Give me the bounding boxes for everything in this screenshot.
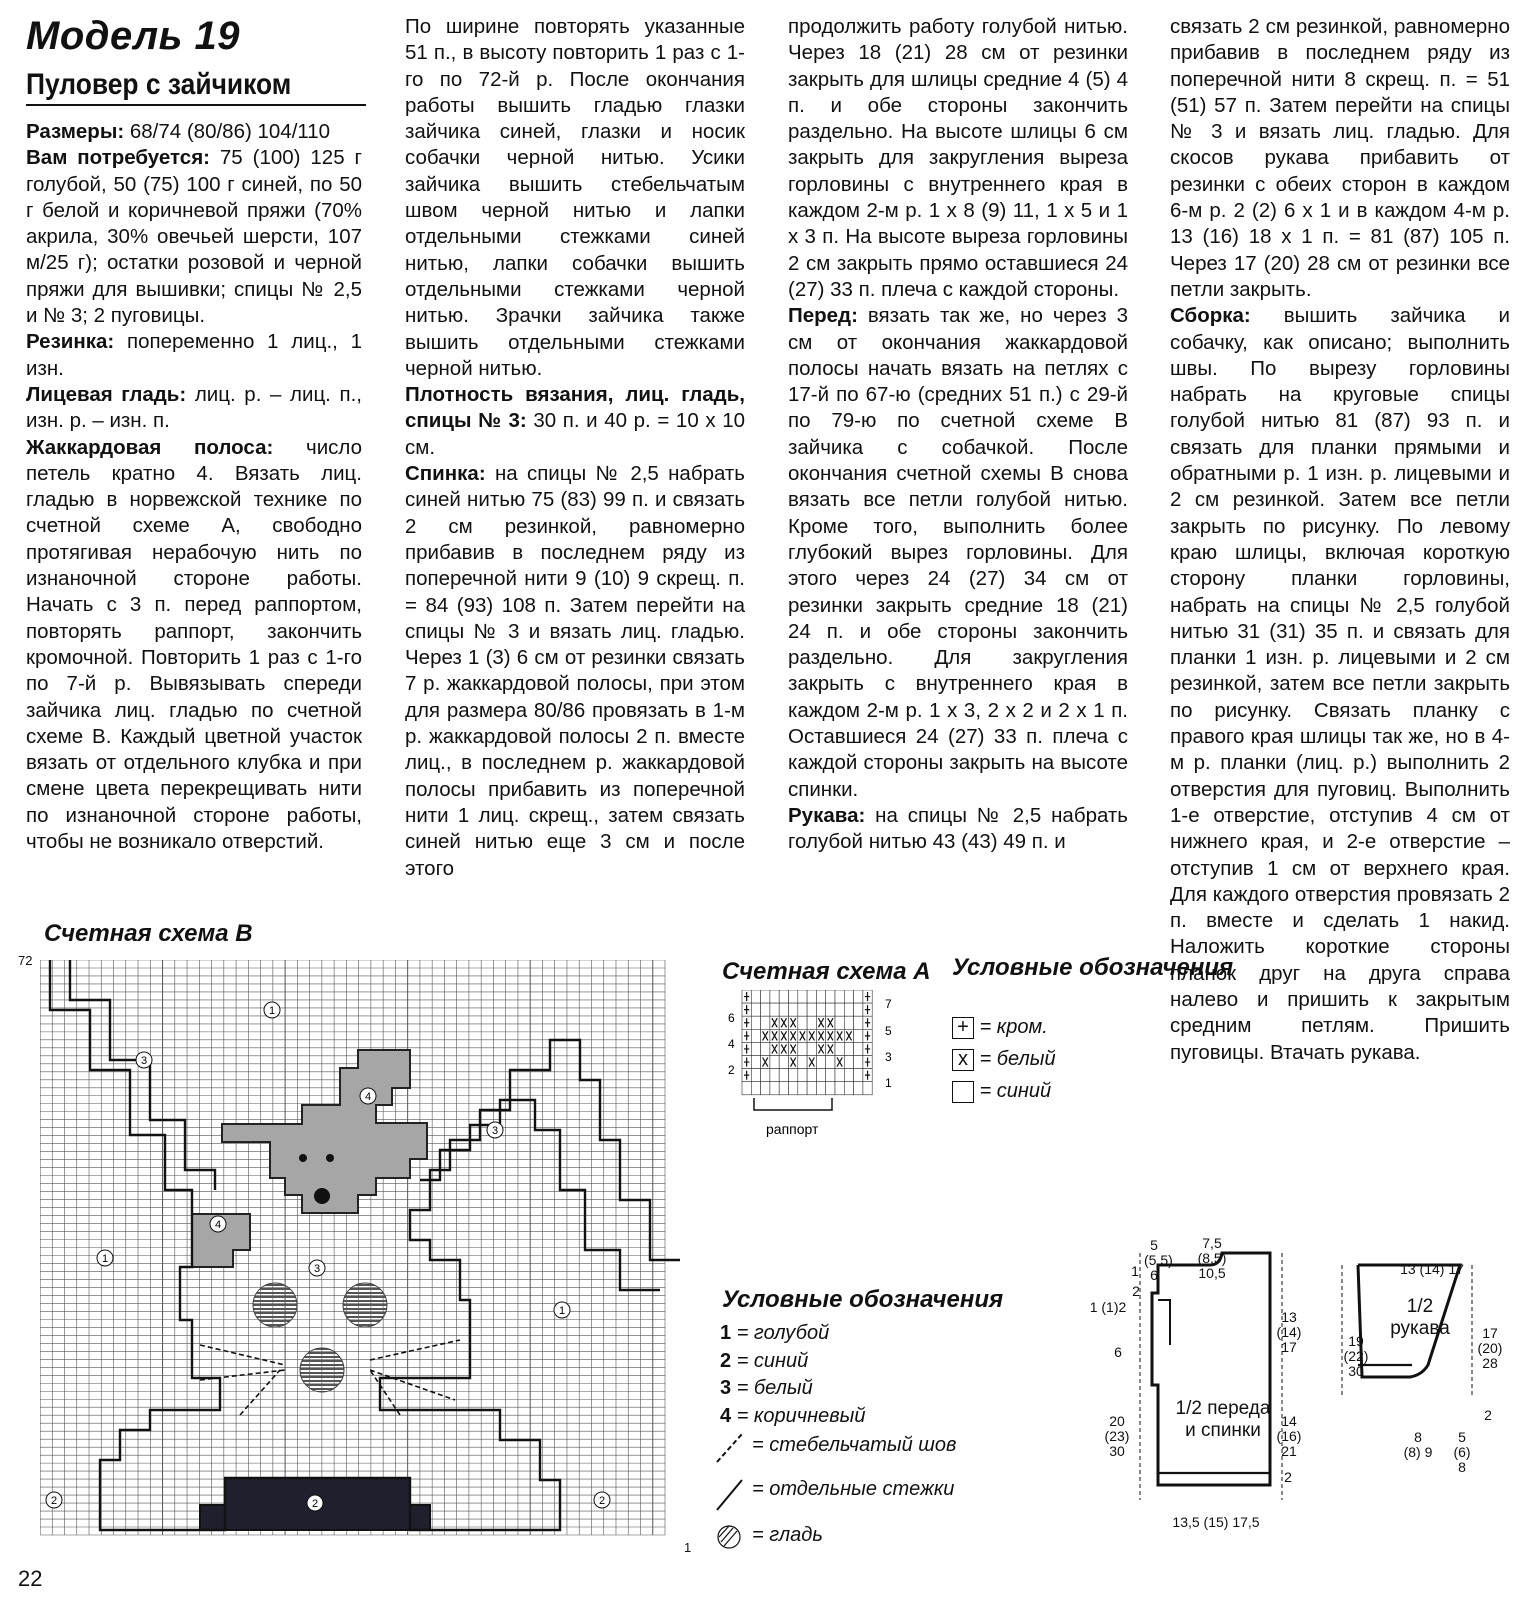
chart-a-cell — [789, 1069, 798, 1082]
chart-a-cell — [844, 1056, 853, 1069]
chart-a-cell — [863, 1082, 872, 1095]
dim-sleeve-5: 5 (6) 8 — [1453, 1429, 1471, 1475]
dim-sleeve-8: 8 (8) 9 — [1403, 1429, 1433, 1460]
text-column-4 — [1170, 14, 1510, 1066]
body-outline — [1152, 1253, 1270, 1485]
chart-a-cell — [844, 1016, 853, 1029]
chart-a-cell — [854, 990, 863, 1003]
chart-a-row-2: 2 — [728, 1063, 735, 1077]
jacquard-paragraph: Жаккардовая полоса: число петель кратно 4. Вязать лиц. гладью в норвежской технике по счетной схеме A, свободно протягивая нерабочую нить по изнаночной стороне работы. Начать с 3 п. перед раппортом, повторять раппорт, закончить кромочной. Повторить 1 раз с 1-го по 7-й р. Вывязывать спереди зайчика лиц. гладью по счетной схеме B. Каждый цветной участок вязать от отдельного клубка и при смене цвета перекрещивать нити по изнаночной стороне работы, чтобы не возникало отверстий. — [26, 435, 362, 854]
dim-six: 6 — [1114, 1344, 1122, 1360]
chart-a-cell — [826, 1056, 835, 1069]
chart-a-cell — [854, 1003, 863, 1016]
chart-a-cell — [807, 1003, 816, 1016]
front-paragraph: Перед: вязать так же, но через 3 см от окончания жаккардовой полосы начать вязать на петлях с 17-й по 67-ю (средних 51 п.) с 29-й по 79-ю по счетной схеме B зайчика с собачкой. После окончания счетной схемы B снова вязать все петли голубой нитью. Кроме того, выполнить более глубокий вырез горловины. Для этого через 24 (27) 34 см от резинки закрыть средние 18 (21) 24 п. и обе стороны закончить раздельно. Для закругления закрыть с внутреннего края в каждом 2-м р. 1 x 3, 2 x 2 и 2 x 1 п. Оставшиеся 24 (27) 33 п. плеча с каждой стороны закрыть на высоте спинки. — [788, 304, 1128, 801]
chart-a-cell — [798, 1042, 807, 1055]
chart-a-cell — [779, 1003, 788, 1016]
repeat-label: раппорт — [766, 1121, 819, 1137]
dim-bottom-width: 13,5 (15) 17,5 — [1172, 1514, 1260, 1530]
chart-a-cell — [835, 1003, 844, 1016]
bunny-nose — [300, 1348, 344, 1392]
legend-b-title: Условные обозначения — [722, 1286, 1004, 1313]
chart-a-cell — [761, 1016, 770, 1029]
chart-a-cell — [835, 990, 844, 1003]
chart-a-cell — [789, 1003, 798, 1016]
dim-two-top: 2 — [1132, 1283, 1140, 1299]
dim-right-13: 13 (14) 17 — [1276, 1309, 1302, 1355]
chart-b-row-top: 72 — [18, 953, 33, 968]
area-label: 4 — [214, 1219, 222, 1231]
dim-sleeve-19: 19 (22) 30 — [1343, 1333, 1369, 1379]
legend-a-title: Условные обозначения — [952, 954, 1234, 981]
dim-sleeve-two: 2 — [1484, 1407, 1492, 1423]
legend-color-4: 4 = коричневый — [720, 1405, 866, 1427]
bunny-ear-right — [420, 1100, 660, 1290]
chart-a-cell — [751, 1016, 760, 1029]
chart-a-cell — [751, 1056, 760, 1069]
area-label: 1 — [558, 1305, 566, 1317]
chart-a-row-3: 3 — [885, 1050, 892, 1064]
chart-a-cell — [807, 1016, 816, 1029]
text-column-2 — [405, 14, 745, 882]
continue-paragraph: продолжить работу голубой нитью. Через 18 (21) 28 см от резинки закрыть для шлицы средние 4 (5) 4 п. и обе стороны закончить раздельно. На высоте шлицы 6 см закрыть для закругления выреза горловины с внутреннего края в каждом 2-м р. 1 x 8 (9) 11, 1 x 5 и 1 x 3 п. На высоте выреза горловины 2 см закрыть прямо оставшиеся 24 (27) 33 п. плеча с каждой стороны. — [788, 15, 1128, 301]
chart-a-cell — [751, 1082, 760, 1095]
chart-a-cell — [770, 1082, 779, 1095]
chart-a-cell — [807, 1042, 816, 1055]
chart-a-cell — [807, 1082, 816, 1095]
chart-a-cell — [835, 1042, 844, 1055]
chart-a-cell — [770, 1069, 779, 1082]
sleeve-continue-paragraph: связать 2 см резинкой, равномерно прибавив в последнем ряду из поперечной нити 8 скрещ. п. = 51 (51) 57 п. Затем перейти на спицы № 3 и вязать лиц. гладью. Для скосов рукава прибавить от резинки с обеих сторон в каждом 6-м р. 2 (2) 6 x 1 и в каждом 4-м р. 13 (16) 18 x 1 п. = 81 (87) 105 п. Через 17 (20) 28 см от резинки все петли закрыть. — [1170, 15, 1510, 301]
dim-one-12: 1 (1)2 — [1089, 1299, 1127, 1315]
chart-a-cell — [854, 1056, 863, 1069]
chart-a-cell — [751, 1003, 760, 1016]
chart-a-cell — [854, 1029, 863, 1042]
body-piece-label: 1/2 переда и спинки — [1175, 1398, 1271, 1441]
article-subtitle: Пуловер с зайчиком — [26, 68, 292, 101]
area-label: 3 — [491, 1125, 499, 1137]
sleeves-paragraph: Рукава: на спицы № 2,5 набрать голубой нитью 43 (43) 49 п. и — [788, 803, 1128, 854]
chart-a-row-4: 4 — [728, 1037, 735, 1051]
chart-a-cell — [751, 1029, 760, 1042]
chart-a-cell — [854, 1069, 863, 1082]
area-label: 2 — [50, 1495, 58, 1507]
dog-eye-right — [326, 1154, 334, 1162]
area-label: 3 — [140, 1055, 148, 1067]
chart-a-cell — [816, 1003, 825, 1016]
chart-a-cell — [779, 1082, 788, 1095]
chart-a-cell — [789, 1082, 798, 1095]
chart-a-cell — [798, 1003, 807, 1016]
chart-a-cell — [798, 1069, 807, 1082]
chart-a-cell — [844, 1003, 853, 1016]
text-column-3 — [788, 14, 1128, 856]
chart-a-cell — [798, 990, 807, 1003]
chart-a-cell — [751, 990, 760, 1003]
chart-a-cell — [779, 1069, 788, 1082]
chart-a-cell — [854, 1042, 863, 1055]
dim-two-bottom: 2 — [1284, 1469, 1292, 1485]
chart-a-cell — [844, 1082, 853, 1095]
area-label: 1 — [268, 1005, 276, 1017]
chart-a-cell — [816, 1069, 825, 1082]
dim-right-14: 14 (16) 21 — [1276, 1413, 1302, 1459]
chart-a-cell — [826, 990, 835, 1003]
legend-blue-item: = синий — [952, 1080, 1051, 1103]
area-label: 2 — [598, 1495, 606, 1507]
area-label: 3 — [313, 1263, 321, 1275]
chart-a-row-6: 6 — [728, 1011, 735, 1025]
chart-a-cell — [798, 1082, 807, 1095]
chart-a-cell — [807, 1069, 816, 1082]
legend-stem: = стебельчатый шов — [752, 1434, 957, 1456]
rib-paragraph: Резинка: попеременно 1 лиц., 1 изн. — [26, 330, 363, 380]
chart-a-cell — [761, 1003, 770, 1016]
chart-b-row-bottom: 1 — [684, 1540, 692, 1555]
chart-a-cell — [798, 1016, 807, 1029]
chart-a-cell — [835, 1082, 844, 1095]
materials-paragraph: Вам потребуется: 75 (100) 125 г голубой, 50 (75) 100 г синей, по 50 г белой и коричневой пряжи (70% акрила, 30% овечьей шерсти, 107 м/25 г); остатки розовой и черной пряжи для вышивки; спицы № 2,5 и № 3; 2 пуговицы. — [26, 146, 362, 328]
chart-b-grid — [40, 960, 680, 1540]
chart-a-cell — [770, 1056, 779, 1069]
sleeve-piece-label: 1/2 рукава — [1390, 1296, 1450, 1339]
chart-a-cell — [779, 1056, 788, 1069]
dim-top-5: 5 (5,5) 6 — [1144, 1237, 1173, 1283]
chart-a-cell — [826, 1003, 835, 1016]
legend-color-3: 3 = белый — [720, 1377, 813, 1399]
chart-a-cell — [770, 990, 779, 1003]
area-label: 1 — [101, 1253, 109, 1265]
chart-a-cell — [798, 1056, 807, 1069]
chart-a-cell — [835, 1016, 844, 1029]
chart-a-cell — [844, 990, 853, 1003]
dim-top-75: 7,5 (8,5) 10,5 — [1197, 1235, 1227, 1281]
chart-a-cell — [854, 1016, 863, 1029]
back-paragraph: Спинка: на спицы № 2,5 набрать синей нитью 75 (83) 99 п. и связать 2 см резинкой, равномерно прибавив в последнем ряду из поперечной нити 9 (10) 9 скрещ. п. = 84 (93) 108 п. Затем перейти на спицы № 3 и вязать лиц. гладью. Через 1 (3) 6 см от резинки связать 7 р. жаккардовой полосы, при этом для размера 80/86 провязать в 1-м р. жаккардовой полосы 2 п. вместе лиц., в последнем р. жаккардовой полосы прибавить из поперечной нити 1 лиц. скрещ., затем связать синей нитью еще 3 см и после этого — [405, 462, 745, 880]
chart-a-cell — [835, 1069, 844, 1082]
chart-a-row-1: 1 — [885, 1076, 892, 1090]
area-label: 4 — [364, 1091, 372, 1103]
legend-edge-item: + = кром. — [952, 1016, 1048, 1039]
chart-a-cell — [807, 990, 816, 1003]
dim-one: 1 — [1131, 1263, 1139, 1279]
stem-stitch-icon — [717, 1434, 742, 1462]
page-number: 22 — [18, 1566, 43, 1591]
chart-a-cell — [844, 1042, 853, 1055]
bunny-eye-right — [343, 1283, 387, 1327]
chart-a-cell — [826, 1069, 835, 1082]
chart-a-cell — [761, 1069, 770, 1082]
chart-a-cell — [742, 1082, 751, 1095]
bunny-eye-left — [253, 1283, 297, 1327]
legend-color-1: 1 = голубой — [720, 1322, 830, 1344]
chart-a-cell — [761, 990, 770, 1003]
chart-a-cell — [826, 1082, 835, 1095]
chart-a-cell — [770, 1003, 779, 1016]
chart-a-title: Счетная схема A — [722, 958, 931, 985]
legend-satin: = гладь — [752, 1524, 823, 1546]
legend-single: = отдельные стежки — [752, 1478, 955, 1500]
stockinette-paragraph: Лицевая гладь: лиц. р. – лиц. п., изн. р. – изн. п. — [26, 382, 362, 433]
chart-a-cell — [816, 1082, 825, 1095]
chart-a-grid — [728, 990, 898, 1140]
intro-paragraph: По ширине повторять указанные 51 п., в высоту повторить 1 раз с 1-го по 72-й р. После окончания работы вышить гладью глазки зайчика синей, глазки и носик собачки черной нитью. Усики зайчика вышить стебельчатым швом черной нитью и лапки отдельными стежками синей нитью, лапки собачки вышить отдельными стежками черной нитью. Зрачки зайчика также вышить отдельными стежками черной нитью. — [405, 15, 745, 380]
dim-left-20: 20 (23) 30 — [1104, 1413, 1130, 1459]
satin-stitch-icon — [718, 1526, 740, 1548]
chart-a-cell — [761, 1082, 770, 1095]
sizes-paragraph: Размеры: 68/74 (80/86) 104/110 — [26, 120, 331, 143]
legend-white-item: x = белый — [952, 1048, 1056, 1071]
bunny-ear-left — [70, 960, 215, 1190]
legend-color-2: 2 = синий — [720, 1350, 809, 1372]
area-label: 2 — [311, 1498, 319, 1510]
chart-b-title: Счетная схема B — [44, 920, 253, 947]
density-paragraph: Плотность вязания, лиц. гладь, спицы № 3: 30 п. и 40 р. = 10 x 10 см. — [405, 383, 746, 459]
dim-sleeve-17: 17 (20) 28 — [1477, 1325, 1503, 1371]
chart-a-cell — [751, 1069, 760, 1082]
dim-sleeve-top: 13 (14) 17 — [1400, 1261, 1464, 1277]
chart-a-cell — [751, 1042, 760, 1055]
chart-a-cell — [816, 990, 825, 1003]
chart-a-cell — [789, 990, 798, 1003]
chart-a-cell — [816, 1056, 825, 1069]
single-stitch-icon — [717, 1480, 742, 1510]
chart-a-cell — [844, 1069, 853, 1082]
dog-eye-left — [299, 1154, 307, 1162]
chart-a-cell — [779, 990, 788, 1003]
chart-a-cell — [854, 1082, 863, 1095]
chart-a-row-5: 5 — [885, 1024, 892, 1038]
repeat-bracket — [754, 1098, 832, 1110]
chart-a-row-7: 7 — [885, 997, 892, 1011]
assembly-paragraph: Сборка: вышить зайчика и собачку, как описано; выполнить швы. По вырезу горловины набрать на круговые спицы голубой нитью 81 (87) 93 п. и связать для планки прямыми и обратными р. 1 изн. р. лицевыми и 2 см резинкой. Затем все петли закрыть по рисунку. По левому краю шлицы, включая короткую сторону планки горловины, набрать на спицы № 2,5 голубой нитью 31 (31) 35 п. и связать для планки 1 изн. р. лицевыми и 2 см резинкой, затем все петли закрыть по рисунку. Связать планку с правого края шлицы так же, но в 4-м р. планки (лиц. р.) выполнить 2 отверстия для пуговиц. Выполнить 1-е отверстие, отступив 4 см от нижнего края, и 2-е отверстие – отступив 1 см от верхнего края. Для каждого отверстия провязать 2 п. вместе и сделать 1 накид. Наложить короткие стороны планок друг на друга справа налево и пришить к закрытым средним петлям. Пришить пуговицы. Втачать рукава. — [1170, 304, 1511, 1064]
model-title: Модель 19 — [26, 14, 240, 58]
chart-a-cell — [761, 1042, 770, 1055]
dog-nose — [314, 1188, 330, 1204]
text-column-1 — [26, 119, 362, 855]
legend-b-symbols — [712, 1430, 752, 1550]
subtitle-underline — [26, 104, 366, 106]
